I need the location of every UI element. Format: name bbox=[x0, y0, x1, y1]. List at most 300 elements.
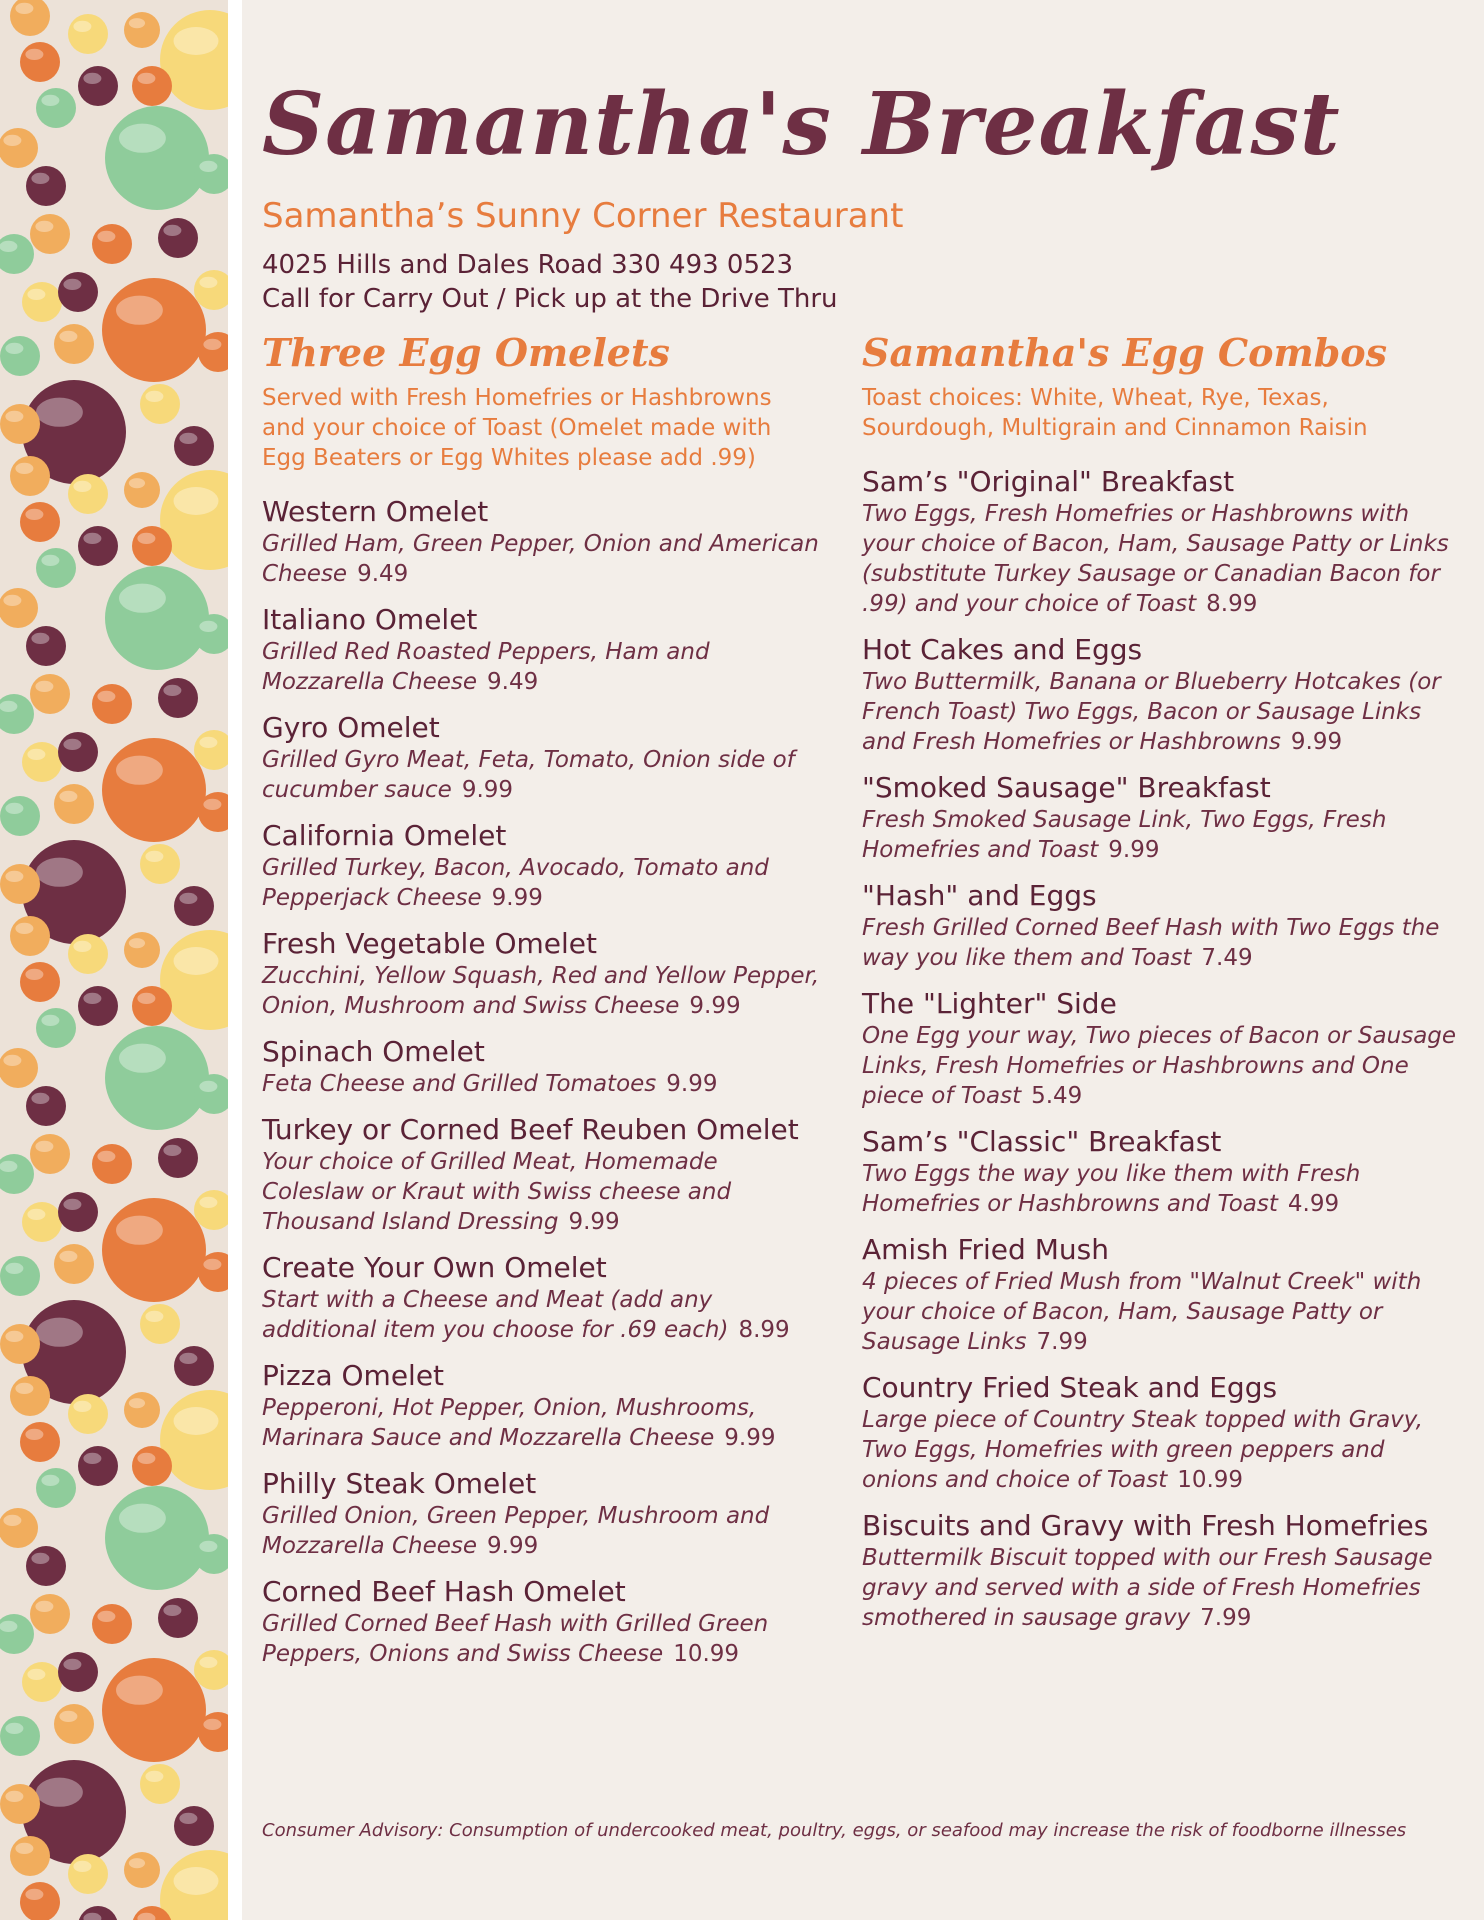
decorative-dot bbox=[10, 1376, 50, 1416]
dot-highlight bbox=[25, 49, 43, 60]
menu-item-price: 9.49 bbox=[357, 561, 409, 587]
combos-list bbox=[862, 465, 1462, 1633]
dot-highlight bbox=[15, 923, 33, 934]
decorative-dot bbox=[0, 1154, 34, 1194]
dot-highlight bbox=[27, 289, 45, 300]
decorative-dot bbox=[140, 1304, 180, 1344]
dot-highlight bbox=[63, 1659, 81, 1670]
decorative-dot bbox=[36, 1468, 76, 1508]
decorative-dot bbox=[0, 1716, 40, 1756]
dot-highlight bbox=[5, 1723, 23, 1734]
dot-highlight bbox=[35, 1601, 53, 1612]
menu-item-description bbox=[862, 913, 1462, 973]
menu-item-desc-text: Feta Cheese and Grilled Tomatoes bbox=[262, 1071, 657, 1097]
dot-highlight bbox=[27, 1669, 45, 1680]
decorative-dot bbox=[26, 626, 66, 666]
menu-item bbox=[262, 1467, 822, 1561]
decorative-dot bbox=[105, 566, 209, 670]
menu-item bbox=[862, 633, 1462, 757]
dot-highlight bbox=[174, 487, 219, 515]
menu-item-desc-text: Two Eggs the way you like them with Fresh Homefries or Hashbrowns and Toast bbox=[862, 1161, 1361, 1217]
decorative-dot bbox=[194, 270, 232, 310]
decorative-dot bbox=[174, 886, 214, 926]
decorative-dot bbox=[140, 844, 180, 884]
menu-item-description bbox=[262, 1393, 822, 1453]
menu-item-desc-text: Grilled Gyro Meat, Feta, Tomato, Onion side of cucumber sauce bbox=[262, 747, 795, 803]
decorative-dot bbox=[158, 1138, 198, 1178]
menu-item-name: Sam’s "Original" Breakfast bbox=[862, 465, 1235, 498]
dot-highlight bbox=[145, 851, 163, 862]
menu-item-desc-text: Grilled Corned Beef Hash with Grilled Green Peppers, Onions and Swiss Cheese bbox=[262, 1611, 769, 1667]
dot-highlight bbox=[199, 161, 217, 172]
menu-item bbox=[862, 879, 1462, 973]
decorative-dot bbox=[0, 796, 40, 836]
dot-highlight bbox=[5, 871, 23, 882]
decorative-dot bbox=[58, 732, 98, 772]
decorative-dot bbox=[30, 1134, 70, 1174]
menu-item-name: Amish Fried Mush bbox=[862, 1233, 1109, 1266]
decorative-dot bbox=[30, 1594, 70, 1634]
dot-highlight bbox=[199, 737, 217, 748]
dot-highlight bbox=[0, 241, 17, 252]
decorative-dot bbox=[58, 1652, 98, 1692]
dot-highlight bbox=[163, 225, 181, 236]
dot-highlight bbox=[0, 1161, 17, 1172]
menu-item-desc-text: Pepperoni, Hot Pepper, Onion, Mushrooms, Marinara Sauce and Mozzarella Cheese bbox=[262, 1395, 757, 1451]
dot-highlight bbox=[179, 433, 197, 444]
dot-highlight bbox=[31, 173, 49, 184]
menu-item-desc-text: Start with a Cheese and Meat (add any additional item you choose for .69 each) bbox=[262, 1287, 729, 1343]
menu-item-description bbox=[262, 1285, 822, 1345]
decorative-dot bbox=[105, 106, 209, 210]
menu-item bbox=[262, 1575, 822, 1669]
omelets-list bbox=[262, 495, 822, 1669]
decorative-dot bbox=[124, 1852, 160, 1888]
menu-item bbox=[862, 1509, 1462, 1633]
dot-highlight bbox=[83, 73, 101, 84]
decorative-dot bbox=[30, 214, 70, 254]
decorative-dot bbox=[124, 932, 160, 968]
menu-item-description bbox=[862, 1159, 1462, 1219]
dot-highlight bbox=[3, 595, 21, 606]
decorative-dot bbox=[58, 272, 98, 312]
decorative-dot bbox=[68, 14, 108, 54]
dot-highlight bbox=[179, 1353, 197, 1364]
dot-highlight bbox=[116, 1676, 163, 1705]
dot-highlight bbox=[129, 1398, 145, 1408]
menu-item-price: 10.99 bbox=[673, 1641, 740, 1667]
dot-highlight bbox=[174, 1867, 219, 1895]
dot-highlight bbox=[0, 701, 17, 712]
dot-highlight bbox=[59, 1711, 77, 1722]
decorative-dot bbox=[160, 10, 232, 110]
dot-highlight bbox=[27, 749, 45, 760]
menu-item-name: Western Omelet bbox=[262, 495, 489, 528]
dot-highlight bbox=[25, 1889, 43, 1900]
dot-highlight bbox=[63, 739, 81, 750]
menu-item-desc-text: Grilled Red Roasted Peppers, Ham and Mozzarella Cheese bbox=[262, 639, 710, 695]
menu-item-price: 9.99 bbox=[1108, 837, 1160, 863]
dot-highlight bbox=[36, 1318, 83, 1347]
decorative-dot bbox=[22, 282, 62, 322]
menu-item-name: Sam’s "Classic" Breakfast bbox=[862, 1125, 1222, 1158]
dot-highlight bbox=[174, 1407, 219, 1435]
dot-highlight bbox=[163, 1145, 181, 1156]
dot-highlight bbox=[5, 1263, 23, 1274]
dot-highlight bbox=[137, 1453, 155, 1464]
menu-item-description bbox=[862, 1267, 1462, 1357]
dot-highlight bbox=[97, 1611, 115, 1622]
decorative-dot bbox=[78, 526, 118, 566]
dot-highlight bbox=[116, 756, 163, 785]
menu-item bbox=[262, 819, 822, 913]
dot-highlight bbox=[97, 231, 115, 242]
menu-item-price: 7.99 bbox=[1036, 1329, 1088, 1355]
decorative-dot bbox=[36, 548, 76, 588]
dot-highlight bbox=[129, 1858, 145, 1868]
menu-item-description bbox=[262, 1501, 822, 1561]
dot-highlight bbox=[199, 621, 217, 632]
dot-highlight bbox=[73, 1861, 91, 1872]
decorative-dot bbox=[0, 864, 40, 904]
carryout-note: Call for Carry Out / Pick up at the Drive Thru bbox=[262, 284, 838, 314]
dot-highlight bbox=[5, 803, 23, 814]
decorative-dot bbox=[105, 1486, 209, 1590]
menu-item bbox=[262, 495, 822, 589]
dot-highlight bbox=[199, 1081, 217, 1092]
menu-item bbox=[262, 1113, 822, 1237]
dot-highlight bbox=[59, 1251, 77, 1262]
dot-highlight bbox=[163, 685, 181, 696]
decorative-dot bbox=[0, 1048, 38, 1088]
menu-item-desc-text: Zucchini, Yellow Squash, Red and Yellow Pepper, Onion, Mushroom and Swiss Cheese bbox=[262, 963, 820, 1019]
decorative-dot bbox=[160, 930, 232, 1030]
dot-highlight bbox=[203, 1719, 221, 1730]
decorative-dot bbox=[68, 1394, 108, 1434]
dot-highlight bbox=[129, 478, 145, 488]
decorative-dot bbox=[174, 1346, 214, 1386]
dot-highlight bbox=[199, 1541, 217, 1552]
dot-highlight bbox=[145, 1311, 163, 1322]
menu-item-name: California Omelet bbox=[262, 819, 507, 852]
dot-highlight bbox=[179, 1813, 197, 1824]
decorative-dot bbox=[78, 1446, 118, 1486]
decorative-dot bbox=[124, 12, 160, 48]
menu-item-description bbox=[262, 637, 822, 697]
menu-item bbox=[862, 1125, 1462, 1219]
dot-highlight bbox=[0, 1621, 17, 1632]
dot-highlight bbox=[31, 633, 49, 644]
decorative-dot bbox=[194, 1190, 232, 1230]
dot-highlight bbox=[119, 584, 166, 613]
decorative-dot bbox=[158, 678, 198, 718]
menu-item-name: Pizza Omelet bbox=[262, 1359, 445, 1392]
decorative-dot bbox=[124, 1392, 160, 1428]
menu-item-desc-text: Two Buttermilk, Banana or Blueberry Hotcakes (or French Toast) Two Eggs, Bacon or Sausage Links and Fresh Homefries or Hashbrowns bbox=[862, 669, 1441, 755]
menu-item-name: Hot Cakes and Eggs bbox=[862, 633, 1143, 666]
menu-item bbox=[862, 987, 1462, 1111]
decorative-dot bbox=[22, 1662, 62, 1702]
dot-highlight bbox=[83, 1453, 101, 1464]
menu-item-desc-text: Buttermilk Biscuit topped with our Fresh Sausage gravy and served with a side of Fresh Homefries smothered in sausage gravy bbox=[862, 1545, 1433, 1631]
decorative-dot bbox=[132, 526, 172, 566]
dot-highlight bbox=[179, 893, 197, 904]
dot-highlight bbox=[119, 1044, 166, 1073]
menu-item bbox=[262, 603, 822, 697]
dot-highlight bbox=[73, 941, 91, 952]
menu-item-price: 10.99 bbox=[1177, 1467, 1244, 1493]
dot-highlight bbox=[119, 1504, 166, 1533]
decorative-dot bbox=[132, 66, 172, 106]
decorative-dot bbox=[194, 730, 232, 770]
menu-item-price: 9.49 bbox=[487, 669, 539, 695]
menu-item-price: 7.49 bbox=[1201, 945, 1253, 971]
decorative-dot bbox=[194, 1650, 232, 1690]
dot-highlight bbox=[116, 296, 163, 325]
dot-highlight bbox=[199, 1197, 217, 1208]
dot-highlight bbox=[199, 277, 217, 288]
decorative-dot bbox=[140, 1764, 180, 1804]
menu-item bbox=[262, 1359, 822, 1453]
dot-highlight bbox=[129, 938, 145, 948]
menu-item-description bbox=[262, 1147, 822, 1237]
menu-item-description bbox=[262, 961, 822, 1021]
decorative-dot bbox=[10, 456, 50, 496]
menu-item-description bbox=[862, 499, 1462, 619]
menu-item-price: 9.99 bbox=[689, 993, 741, 1019]
decorative-dot bbox=[160, 1390, 232, 1490]
dot-highlight bbox=[35, 221, 53, 232]
dot-highlight bbox=[145, 391, 163, 402]
menu-item bbox=[862, 465, 1462, 619]
dot-highlight bbox=[3, 135, 21, 146]
menu-item-description bbox=[262, 745, 822, 805]
decorative-dot bbox=[22, 742, 62, 782]
menu-item bbox=[262, 711, 822, 805]
decorative-dot bbox=[102, 738, 206, 842]
decorative-dot bbox=[0, 404, 40, 444]
menu-item-price: 9.99 bbox=[724, 1425, 776, 1451]
decorative-dot bbox=[68, 934, 108, 974]
dot-highlight bbox=[31, 1553, 49, 1564]
dot-highlight bbox=[119, 124, 166, 153]
menu-item-desc-text: Two Eggs, Fresh Homefries or Hashbrowns with your choice of Bacon, Ham, Sausage Patty or Links (substitute Turkey Sausage or Canadian Bacon for .99) and your choice of Toast bbox=[862, 501, 1449, 617]
menu-item-price: 9.99 bbox=[666, 1071, 718, 1097]
decorative-dot bbox=[92, 224, 132, 264]
omelets-section-title: Three Egg Omelets bbox=[262, 330, 670, 375]
dot-highlight bbox=[163, 1605, 181, 1616]
menu-item-name: Create Your Own Omelet bbox=[262, 1251, 607, 1284]
decorative-dot bbox=[54, 324, 94, 364]
menu-item-name: Gyro Omelet bbox=[262, 711, 440, 744]
dot-highlight bbox=[41, 1475, 59, 1486]
dot-highlight bbox=[36, 398, 83, 427]
decorative-dot bbox=[124, 472, 160, 508]
decorative-dot bbox=[68, 1854, 108, 1894]
decorative-dot bbox=[140, 384, 180, 424]
dot-highlight bbox=[5, 343, 23, 354]
dot-highlight bbox=[203, 1259, 221, 1270]
dot-highlight bbox=[3, 1055, 21, 1066]
menu-item-desc-text: Large piece of Country Steak topped with Gravy, Two Eggs, Homefries with green peppers and onions and choice of Toast bbox=[862, 1407, 1423, 1493]
divider-strip bbox=[228, 0, 242, 1920]
menu-item-description bbox=[862, 667, 1462, 757]
decorative-dot bbox=[174, 426, 214, 466]
menu-item-price: 9.99 bbox=[1290, 729, 1343, 755]
omelets-section-note: Served with Fresh Homefries or Hashbrowns and your choice of Toast (Omelet made with Egg Beaters or Egg Whites please add .99) bbox=[262, 385, 772, 471]
decorative-dot bbox=[0, 1256, 40, 1296]
restaurant-subtitle: Samantha’s Sunny Corner Restaurant bbox=[262, 196, 904, 236]
menu-item-name: Corned Beef Hash Omelet bbox=[262, 1575, 626, 1608]
decorative-dot bbox=[78, 66, 118, 106]
decorative-dot bbox=[0, 694, 34, 734]
menu-item-description bbox=[262, 529, 822, 589]
dot-highlight bbox=[3, 1515, 21, 1526]
menu-item-description bbox=[262, 853, 822, 913]
decorative-dot bbox=[20, 1882, 60, 1920]
decorative-dot bbox=[26, 166, 66, 206]
decorative-dot bbox=[105, 1026, 209, 1130]
dot-highlight bbox=[137, 73, 155, 84]
decorative-dot bbox=[36, 1008, 76, 1048]
dot-highlight bbox=[25, 969, 43, 980]
decorative-dot bbox=[26, 1546, 66, 1586]
dot-highlight bbox=[27, 1209, 45, 1220]
decorative-dot bbox=[10, 916, 50, 956]
dot-highlight bbox=[31, 1093, 49, 1104]
consumer-advisory: Consumer Advisory: Consumption of undercooked meat, poultry, eggs, or seafood may increase the risk of foodborne illnesses bbox=[262, 1820, 1407, 1841]
menu-item-price: 5.49 bbox=[1031, 1083, 1083, 1109]
menu-item-name: Turkey or Corned Beef Reuben Omelet bbox=[262, 1113, 799, 1146]
menu-item-name: Spinach Omelet bbox=[262, 1035, 485, 1068]
dot-highlight bbox=[35, 681, 53, 692]
decorative-dot bbox=[30, 674, 70, 714]
decorative-dot bbox=[68, 474, 108, 514]
dot-highlight bbox=[5, 411, 23, 422]
decorative-dot bbox=[102, 278, 206, 382]
polka-dot-pattern bbox=[0, 0, 232, 1920]
dot-highlight bbox=[59, 791, 77, 802]
menu-item-desc-text: Grilled Ham, Green Pepper, Onion and American Cheese bbox=[262, 531, 819, 587]
dot-highlight bbox=[83, 533, 101, 544]
menu-item-desc-text: Grilled Turkey, Bacon, Avocado, Tomato and Pepperjack Cheese bbox=[262, 855, 769, 911]
dot-highlight bbox=[63, 1199, 81, 1210]
decorative-dot bbox=[132, 1446, 172, 1486]
dot-highlight bbox=[116, 1216, 163, 1245]
menu-item-price: 8.99 bbox=[1206, 591, 1258, 617]
decorative-dot bbox=[0, 336, 40, 376]
combos-section-title: Samantha's Egg Combos bbox=[862, 330, 1388, 375]
dot-highlight bbox=[41, 95, 59, 106]
menu-item-name: The "Lighter" Side bbox=[862, 987, 1117, 1020]
menu-item-description bbox=[862, 1021, 1462, 1111]
dot-highlight bbox=[97, 691, 115, 702]
dot-highlight bbox=[25, 1429, 43, 1440]
dot-highlight bbox=[73, 1401, 91, 1412]
decorative-dot bbox=[36, 88, 76, 128]
menu-item bbox=[262, 1035, 822, 1099]
decorative-dot bbox=[160, 470, 232, 570]
menu-item-desc-text: 4 pieces of Fried Mush from "Walnut Creek" with your choice of Bacon, Ham, Sausage Patty or Sausage Links bbox=[862, 1269, 1422, 1355]
decorative-dot bbox=[0, 1508, 38, 1548]
decorative-dot bbox=[102, 1658, 206, 1762]
menu-item-desc-text: One Egg your way, Two pieces of Bacon or Sausage Links, Fresh Homefries or Hashbrowns and One piece of Toast bbox=[862, 1023, 1457, 1109]
dot-highlight bbox=[59, 331, 77, 342]
dot-highlight bbox=[63, 279, 81, 290]
menu-item-name: "Hash" and Eggs bbox=[862, 879, 1097, 912]
combos-section bbox=[862, 330, 1462, 1647]
menu-item bbox=[862, 1371, 1462, 1495]
dot-highlight bbox=[15, 1383, 33, 1394]
decorative-dot bbox=[174, 1806, 214, 1846]
dot-highlight bbox=[15, 463, 33, 474]
decorative-dot bbox=[10, 1836, 50, 1876]
menu-item-name: Philly Steak Omelet bbox=[262, 1467, 537, 1500]
decorative-dot bbox=[0, 1614, 34, 1654]
decorative-dot bbox=[158, 218, 198, 258]
dot-highlight bbox=[73, 481, 91, 492]
dot-highlight bbox=[41, 1015, 59, 1026]
dot-highlight bbox=[203, 339, 221, 350]
combos-section-note: Toast choices: White, Wheat, Rye, Texas, Sourdough, Multigrain and Cinnamon Raisin bbox=[862, 385, 1368, 441]
restaurant-title: Samantha's Breakfast bbox=[262, 74, 1341, 175]
omelets-section bbox=[262, 330, 822, 1683]
menu-item-price: 7.99 bbox=[1200, 1605, 1252, 1631]
dot-highlight bbox=[36, 858, 83, 887]
menu-item-price: 9.99 bbox=[461, 777, 514, 803]
decorative-dot bbox=[92, 1604, 132, 1644]
decorative-dot bbox=[0, 128, 38, 168]
menu-item-desc-text: Fresh Smoked Sausage Link, Two Eggs, Fresh Homefries and Toast bbox=[862, 807, 1387, 863]
decorative-dot bbox=[20, 962, 60, 1002]
address-phone: 4025 Hills and Dales Road 330 493 0523 bbox=[262, 250, 794, 280]
decorative-dot bbox=[20, 502, 60, 542]
menu-item-name: Country Fried Steak and Eggs bbox=[862, 1371, 1278, 1404]
menu-item-desc-text: Your choice of Grilled Meat, Homemade Coleslaw or Kraut with Swiss cheese and Thousand Island Dressing bbox=[262, 1149, 732, 1235]
menu-item-name: Biscuits and Gravy with Fresh Homefries bbox=[862, 1509, 1429, 1542]
decorative-dot bbox=[26, 1086, 66, 1126]
menu-page bbox=[262, 0, 1462, 1920]
dot-highlight bbox=[41, 555, 59, 566]
decorative-dot bbox=[92, 684, 132, 724]
menu-item-description bbox=[262, 1609, 822, 1669]
dot-highlight bbox=[203, 799, 221, 810]
dot-highlight bbox=[145, 1771, 163, 1782]
dot-highlight bbox=[15, 3, 33, 14]
dot-highlight bbox=[174, 947, 219, 975]
dot-highlight bbox=[199, 1657, 217, 1668]
decorative-dot bbox=[54, 1244, 94, 1284]
menu-item bbox=[862, 1233, 1462, 1357]
decorative-dot bbox=[102, 1198, 206, 1302]
decorative-dot bbox=[20, 1422, 60, 1462]
menu-item-price: 4.99 bbox=[1287, 1191, 1340, 1217]
menu-item-price: 8.99 bbox=[738, 1317, 790, 1343]
decorative-dot bbox=[78, 986, 118, 1026]
decorative-dot bbox=[0, 234, 34, 274]
dot-highlight bbox=[73, 21, 91, 32]
menu-item-description bbox=[262, 1069, 822, 1099]
menu-item-price: 9.99 bbox=[487, 1533, 539, 1559]
dot-highlight bbox=[129, 18, 145, 28]
decorative-dots-border bbox=[0, 0, 232, 1920]
dot-highlight bbox=[97, 1151, 115, 1162]
decorative-dot bbox=[0, 1784, 40, 1824]
menu-item-description bbox=[862, 1405, 1462, 1495]
dot-highlight bbox=[137, 533, 155, 544]
menu-item bbox=[262, 1251, 822, 1345]
decorative-dot bbox=[0, 1324, 40, 1364]
